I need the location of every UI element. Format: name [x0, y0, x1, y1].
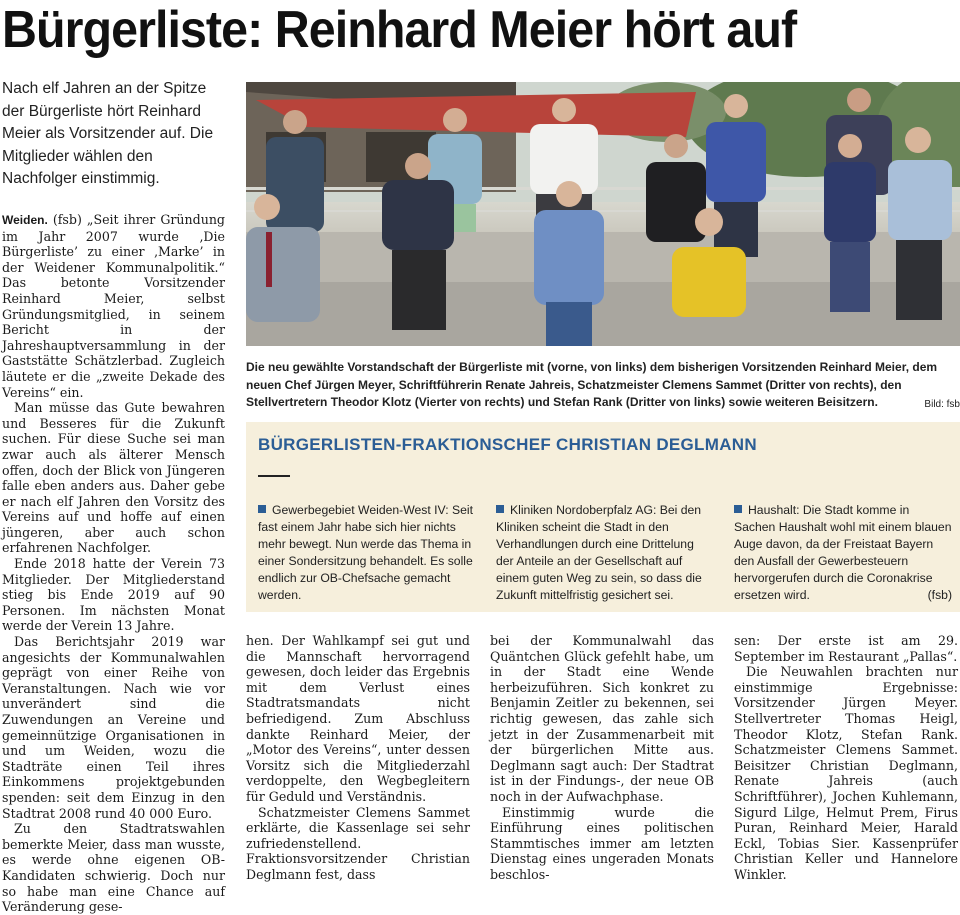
article-column-3: [490, 633, 714, 883]
info-box-divider: [258, 475, 290, 477]
article-paragraph: bei der Kommunalwahl das Quäntchen Glück gefehlt habe, um in der Stadt eine Wende herbeizuführen. Sich konkret zu Benjamin Zeitler zu bekennen, sei richtig gewesen, das zahle sich jetzt in der Zusammenarbeit mit der bürgerlichen Mitte aus. Deglmann sagt auch: Der Stadtrat ist in der Findungs-, der neue OB noch in der Aufwachphase.: [490, 633, 714, 804]
article-paragraph: Zu den Stadtratswahlen bemerkte Meier, dass man wusste, es werde ohne eigenen OB-Kandidaten schwierig. Doch nur so habe man eine Chance auf Veränderung gese-: [2, 821, 225, 915]
paragraph-text: (fsb) „Seit ihrer Gründung im Jahr 2007 wurde ‚Die Bürgerliste’ zu einer ‚Marke’ in der Weidener Kommunalpolitik.“ Das betonte Vorsitzender Reinhard Meier, selbst Gründungsmitglied, in seinem Bericht in der Jahreshauptversammlung in der Gaststätte Schätzlerbad. Zugleich läutete er die „zweite Dekade des Vereins“ ein.: [2, 212, 225, 400]
article-teaser: Nach elf Jahren an der Spitze der Bürgerliste hört Reinhard Meier als Vorsitzender auf. Die Mitglieder wählen den Nachfolger einstimmig.: [2, 80, 214, 187]
photo-credit: Bild: fsb: [924, 399, 960, 410]
bullet-square-icon: [734, 505, 742, 513]
info-box: [246, 422, 960, 612]
info-bullet-haushalt: [734, 502, 952, 604]
photo-caption: [246, 359, 960, 414]
bullet-text: Gewerbegebiet Weiden-West IV: Seit fast einem Jahr habe sich hier nichts mehr bewegt. Nun werde das Thema in einer Sondersitzung behandelt. Es solle endlich zur OB-Chefsache gemacht werden.: [258, 503, 473, 602]
article-paragraph: sen: Der erste ist am 29. September im Restaurant „Pallas“.: [734, 633, 958, 664]
info-bullet-kliniken: [496, 502, 714, 604]
article-paragraph: Die Neuwahlen brachten nur einstimmige Ergebnisse: Vorsitzender Jürgen Meyer. Stellvertreter Thomas Heigl, Theodor Klotz, Stefan Rank. Schatzmeister Clemens Sammet. Beisitzer Christian Deglmann, Renate Jahreis (auch Schriftführer), Jochen Kuhlemann, Sigurd Lilge, Helmut Prem, Firus Puran, Reinhard Meier, Harald Eckl, Tobias Sier. Kassenprüfer Christian Keller und Hannelore Winkler.: [734, 664, 958, 882]
photo-caption-text: Die neu gewählte Vorstandschaft der Bürgerliste mit (vorne, von links) dem bisherigen Vorsitzenden Reinhard Meier, dem neuen Chef Jürgen Meyer, Schriftführerin Renate Jahreis, Schatzmeister Clemens Sammet (Dritter von rechts), den Stellvertretern Theodor Klotz (Vierter von rechts) und Stefan Rank (Dritter von links) sowie weiteren Beisitzern.: [246, 360, 938, 409]
bullet-text: Haushalt: Die Stadt komme in Sachen Haushalt wohl mit einem blauen Auge davon, da der Freistaat Bayern den Ausfall der Gewerbesteuern hervorgerufen durch die Coronakrise ersetzen wird.: [734, 503, 952, 602]
article-paragraph: Ende 2018 hatte der Verein 73 Mitglieder. Der Mitgliederstand stieg bis Ende 2019 auf 90 Personen. Im nächsten Monat werde der Verein 13 Jahre.: [2, 556, 225, 634]
article-column-4: [734, 633, 958, 883]
group-photo-illustration: [246, 82, 960, 346]
bullet-square-icon: [496, 505, 504, 513]
info-box-title: BÜRGERLISTEN-FRAKTIONSCHEF CHRISTIAN DEGLMANN: [258, 435, 757, 454]
dateline: Weiden.: [2, 213, 48, 227]
article-paragraph: Schatzmeister Clemens Sammet erklärte, die Kassenlage sei sehr zufriedenstellend. Fraktionsvorsitzender Christian Deglmann fest, dass: [246, 804, 470, 882]
article-paragraph: hen. Der Wahlkampf sei gut und die Mannschaft hervorragend gewesen, doch leider das Ergebnis mit dem Verlust eines Stadtratsmandats nicht befriedigend. Zum Abschluss dankte Reinhard Meier, der „Motor des Vereins“, unter dessen Vorsitz sich die Mitgliederzahl verdoppelte, den Wegbegleitern für Geduld und Verständnis.: [246, 633, 470, 804]
bullet-text: Kliniken Nordoberpfalz AG: Bei den Kliniken scheint die Stadt in den Verhandlungen durch eine Drittelung der Anteile an der Gesellschaft auf einem guten Weg zu sein, so dass die Zukunft mittelfristig gesichert sei.: [496, 503, 702, 602]
article-headline: Bürgerliste: Reinhard Meier hört auf: [2, 1, 797, 59]
article-paragraph: Einstimmig wurde die Einführung eines politischen Stammtisches immer am letzten Dienstag eines ungeraden Monats beschlos-: [490, 804, 714, 882]
article-column-2: [246, 633, 470, 883]
bullet-square-icon: [258, 505, 266, 513]
article-paragraph: [2, 212, 225, 400]
article-paragraph: Das Berichtsjahr 2019 war angesichts der Kommunalwahlen geprägt von einer Reihe von Veranstaltungen. Nach wie vor unverändert sind die Zuwendungen an Vereine und gemeinnützige Organisationen in und um Weiden, wozu die Stadträte einen Teil ihres Einkommens projektgebunden spenden: seit dem Einzug in den Stadtrat 2008 rund 40 000 Euro.: [2, 634, 225, 821]
article-column-1: [2, 212, 225, 915]
article-paragraph: Man müsse das Gute bewahren und Besseres für die Zukunft suchen. Für diese Suche sei man zwar auch als älterer Mensch offen, doch der Blick von Jüngeren falle eben anders aus. Daher gebe er nach elf Jahren den Vorsitz des Vereins auf und hoffe auf einen jüngeren, aber auch schon erfahrenen Nachfolger.: [2, 400, 225, 556]
group-photo: [246, 82, 960, 346]
info-box-signature: (fsb): [927, 588, 952, 602]
info-bullet-gewerbegebiet: [258, 502, 476, 604]
